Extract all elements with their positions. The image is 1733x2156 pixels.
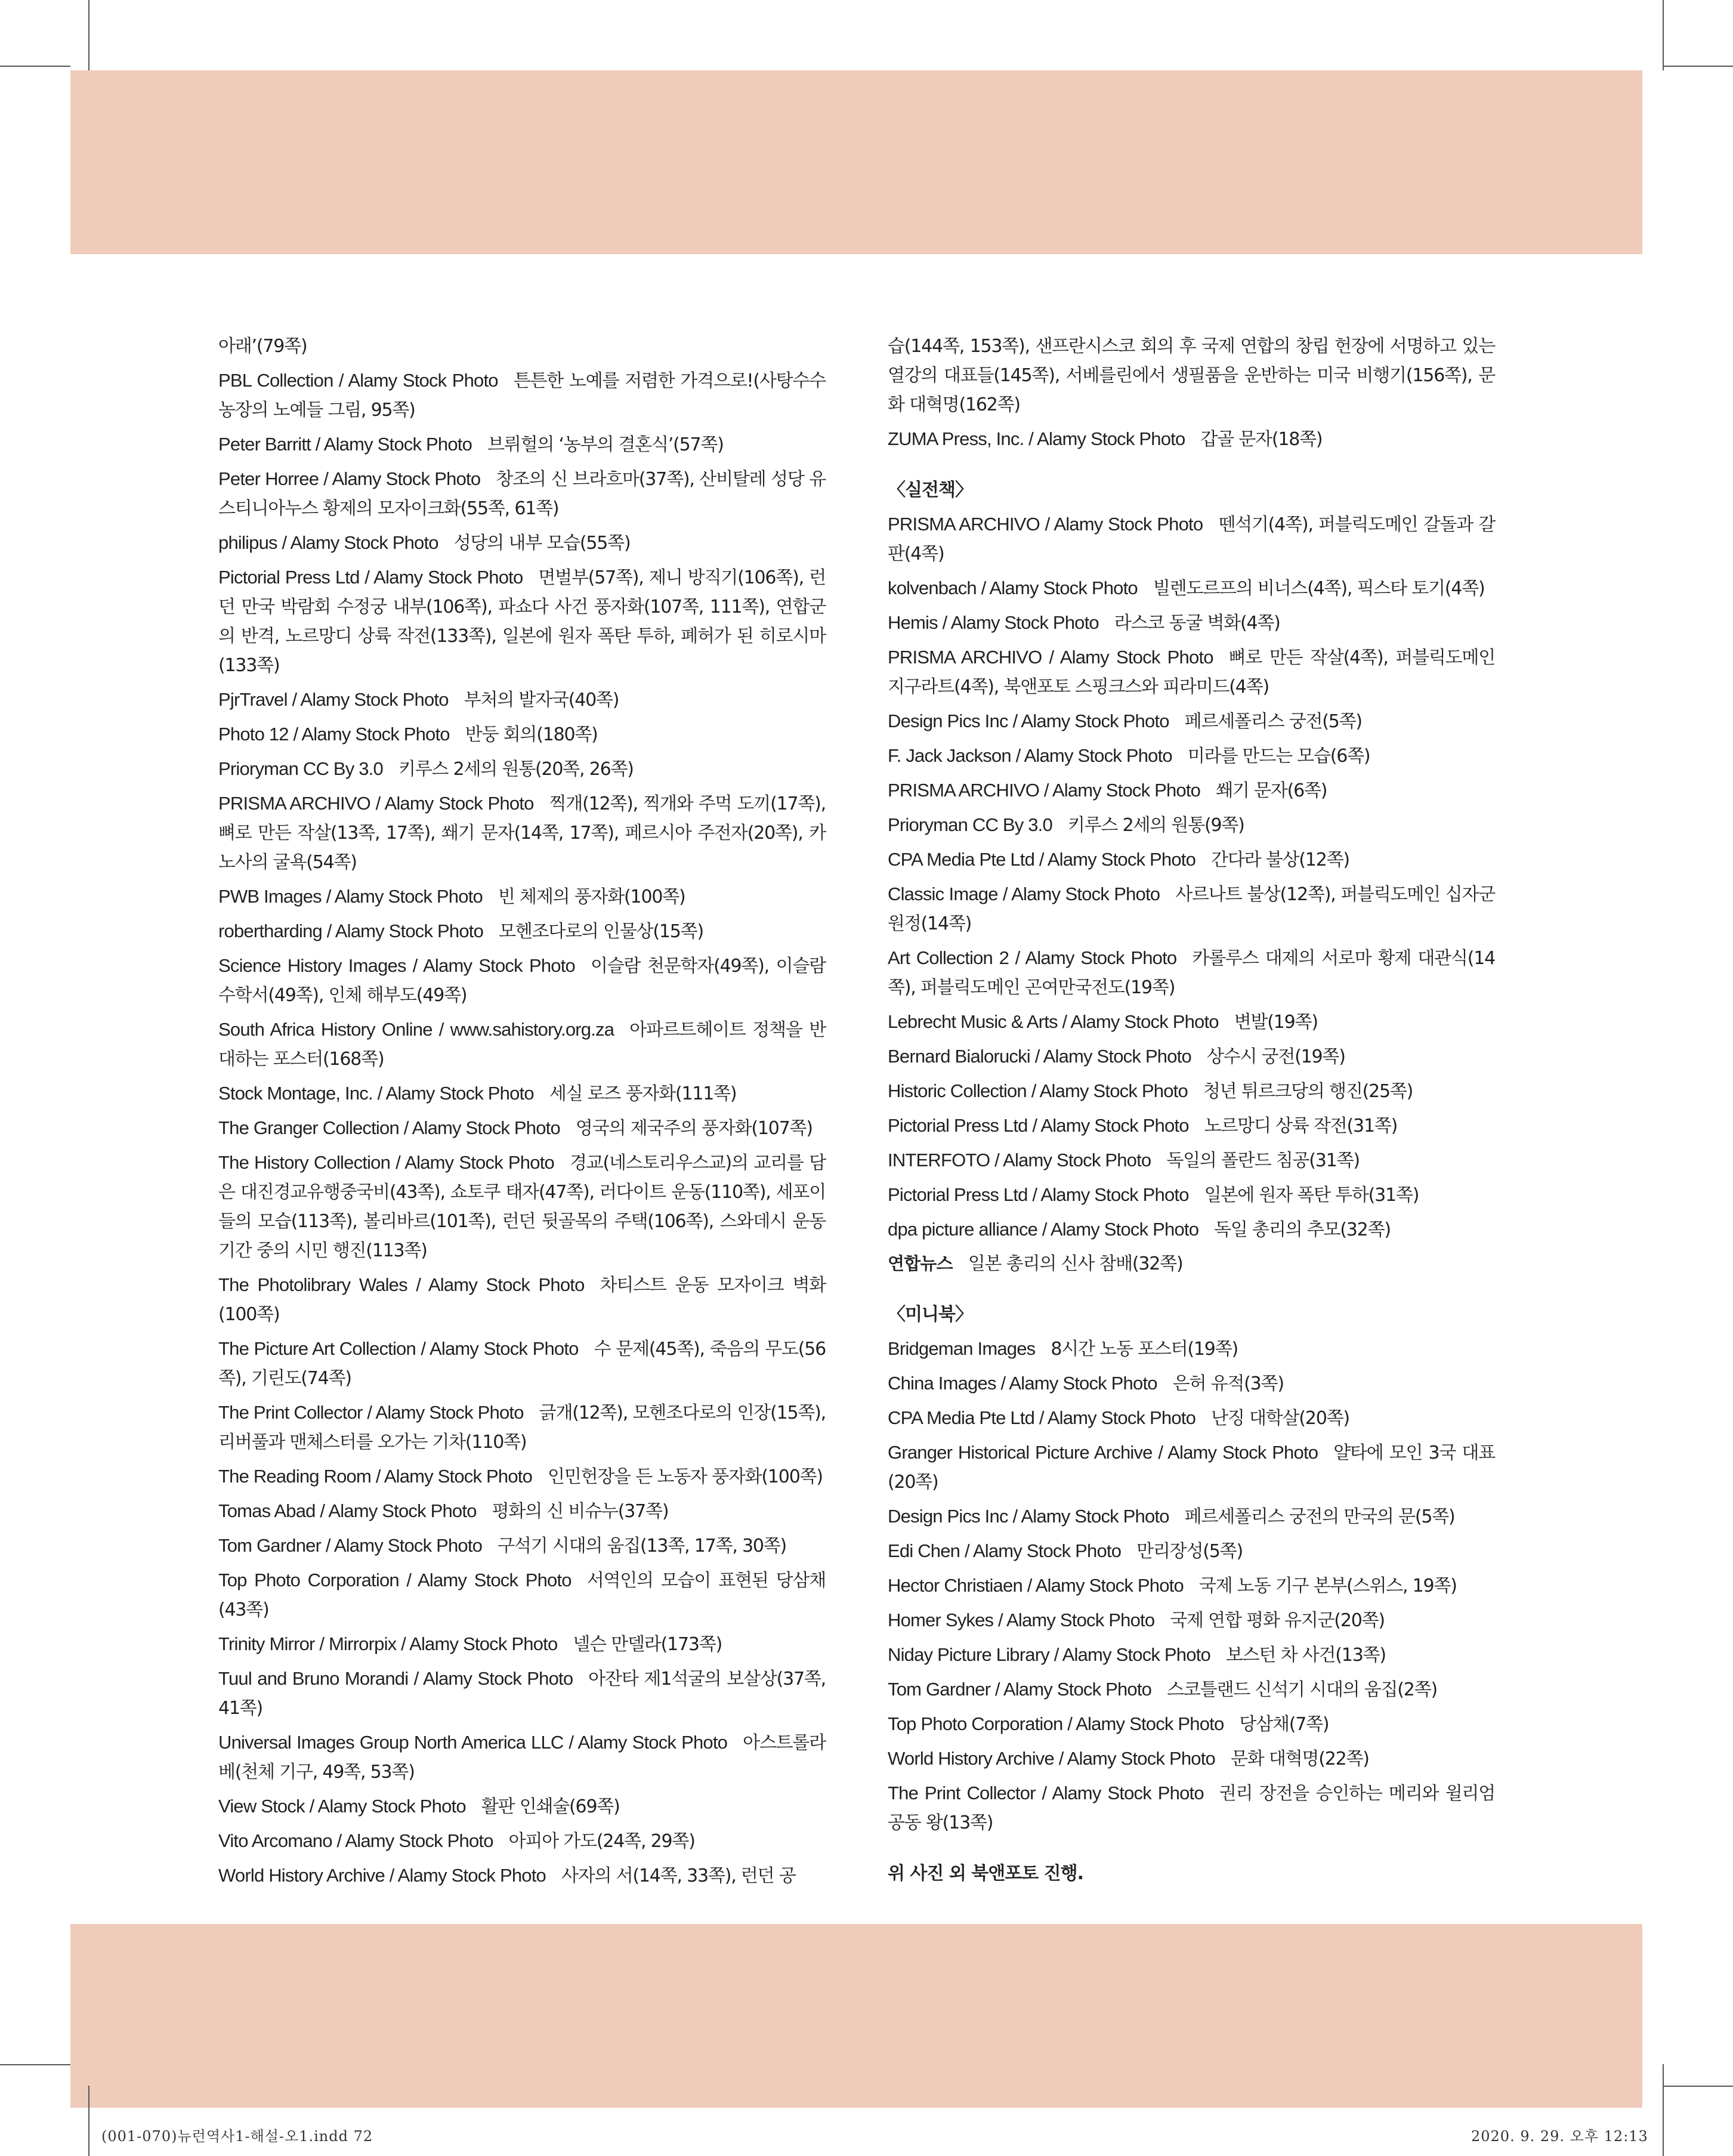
credit-entry: [218, 1861, 826, 1891]
credit-description: 뼈로 만든 작살(4쪽), 퍼블릭도메인 지구라트(4쪽), 북앤포토 스핑크스와 피라미드(4쪽): [888, 647, 1495, 697]
credit-entry: [218, 366, 826, 425]
credit-source: Universal Images Group North America LLC / Alamy Stock Photo: [218, 1732, 728, 1753]
credit-description: 찍개(12쪽), 찍개와 주먹 도끼(17쪽), 뼈로 만든 작살(13쪽, 17쪽), 쐐기 문자(14쪽, 17쪽), 페르시아 주전자(20쪽), 카노사의 굴욕(54쪽): [218, 793, 826, 873]
credit-entry: [888, 509, 1495, 569]
credit-source: Tuul and Bruno Morandi / Alamy Stock Photo: [218, 1668, 573, 1689]
credit-source: Science History Images / Alamy Stock Photo: [218, 955, 575, 976]
credit-description: 구석기 시대의 움집(13쪽, 17쪽, 30쪽): [498, 1536, 787, 1556]
credit-description: 일본에 원자 폭탄 투하(31쪽): [1204, 1185, 1419, 1206]
credit-description: 페르세폴리스 궁전(5쪽): [1184, 711, 1362, 732]
credit-source: The Print Collector / Alamy Stock Photo: [888, 1783, 1204, 1803]
credit-description: 간다라 불상(12쪽): [1211, 850, 1349, 870]
practice-credit-list: [888, 509, 1495, 1278]
credit-description: 튼튼한 노예를 저렴한 가격으로!(사탕수수 농장의 노예들 그림, 95쪽): [218, 370, 826, 421]
credit-source: Tom Gardner / Alamy Stock Photo: [218, 1535, 483, 1556]
credit-entry: [218, 1148, 826, 1265]
credit-source: PRISMA ARCHIVO / Alamy Stock Photo: [888, 780, 1201, 801]
credit-description: 빈 체제의 풍자화(100쪽): [498, 887, 685, 907]
credit-source: Vito Arcomano / Alamy Stock Photo: [218, 1830, 493, 1851]
credit-entry: [218, 1791, 826, 1821]
credit-source: Lebrecht Music & Arts / Alamy Stock Photo: [888, 1011, 1219, 1032]
credit-description: 영국의 제국주의 풍자화(107쪽): [575, 1118, 813, 1139]
credit-description: 만리장성(5쪽): [1136, 1541, 1243, 1562]
credit-source: Pictorial Press Ltd / Alamy Stock Photo: [888, 1115, 1189, 1136]
credit-entry: [218, 882, 826, 912]
section-heading-practice: 〈실전책〉: [888, 480, 972, 501]
credit-entry: [888, 1709, 1495, 1739]
credit-source: Design Pics Inc / Alamy Stock Photo: [888, 711, 1169, 731]
credit-entry: [888, 776, 1495, 805]
credit-description: 얄타에 모인 3국 대표(20쪽): [888, 1443, 1495, 1493]
credit-description: 이슬람 천문학자(49쪽), 이슬람 수학서(49쪽), 인체 해부도(49쪽): [218, 956, 826, 1006]
credit-entry: [888, 943, 1495, 1002]
credit-source: Hector Christiaen / Alamy Stock Photo: [888, 1575, 1184, 1596]
credit-source: Pictorial Press Ltd / Alamy Stock Photo: [888, 1184, 1189, 1205]
credit-source: Tomas Abad / Alamy Stock Photo: [218, 1500, 477, 1521]
credit-description: 인민헌장을 든 노동자 풍자화(100쪽): [548, 1466, 823, 1487]
credit-source: Bernard Bialorucki / Alamy Stock Photo: [888, 1046, 1191, 1067]
credit-description: 활판 인쇄술(69쪽): [481, 1796, 620, 1817]
credit-description: 서역인의 모습이 표현된 당삼채(43쪽): [218, 1570, 826, 1620]
credit-source: The Print Collector / Alamy Stock Photo: [218, 1402, 524, 1423]
credit-source: Prioryman CC By 3.0: [888, 814, 1052, 835]
credit-entry: [888, 1076, 1495, 1106]
credit-description: 세실 로즈 풍자화(111쪽): [549, 1083, 737, 1104]
credit-entry: [888, 1605, 1495, 1635]
credit-description: 키루스 2세의 원통(20쪽, 26쪽): [398, 759, 634, 780]
credit-entry: [888, 1640, 1495, 1670]
credit-entry: [888, 1042, 1495, 1071]
credit-entry: [218, 1728, 826, 1787]
credit-description: 창조의 신 브라흐마(37쪽), 산비탈레 성당 유스티니아누스 황제의 모자이크화(55쪽, 61쪽): [218, 469, 826, 519]
credit-entry: [888, 1334, 1495, 1364]
credit-description: 8시간 노동 포스터(19쪽): [1051, 1339, 1238, 1360]
credit-source: View Stock / Alamy Stock Photo: [218, 1796, 466, 1817]
credit-source: The Photolibrary Wales / Alamy Stock Photo: [218, 1274, 585, 1295]
credit-source: robertharding / Alamy Stock Photo: [218, 921, 484, 941]
credit-source: Prioryman CC By 3.0: [218, 758, 383, 779]
credit-entry: [888, 1438, 1495, 1497]
credit-description: 아파르트헤이트 정책을 반대하는 포스터(168쪽): [218, 1020, 826, 1070]
credit-source: Classic Image / Alamy Stock Photo: [888, 884, 1160, 904]
credit-entry: [888, 879, 1495, 938]
credit-source: Trinity Mirror / Mirrorpix / Alamy Stock Photo: [218, 1633, 558, 1654]
right-column: [888, 332, 1495, 1888]
credit-entry: [218, 1629, 826, 1659]
credit-description: 은허 유적(3쪽): [1172, 1373, 1284, 1394]
credit-entry: [888, 1403, 1495, 1433]
credit-entry: [888, 1571, 1495, 1601]
credit-entry: [218, 719, 826, 749]
credit-source: South Africa History Online / www.sahistory.org.za: [218, 1019, 614, 1040]
credit-source: The History Collection / Alamy Stock Photo: [218, 1152, 554, 1173]
credit-description: 문화 대혁명(22쪽): [1230, 1749, 1369, 1769]
credit-source: Top Photo Corporation / Alamy Stock Photo: [218, 1570, 572, 1590]
credit-entry: [218, 754, 826, 784]
credit-source: PRISMA ARCHIVO / Alamy Stock Photo: [888, 514, 1203, 535]
credit-description: 넬슨 만델라(173쪽): [573, 1634, 722, 1655]
credit-description: 사자의 서(14쪽, 33쪽), 런던 공: [561, 1865, 796, 1886]
credit-entry: [218, 916, 826, 946]
credit-description: 상수시 궁전(19쪽): [1206, 1046, 1345, 1067]
credit-description: 스코틀랜드 신석기 시대의 움집(2쪽): [1167, 1679, 1437, 1700]
credit-description: 아래’(79쪽): [218, 336, 307, 357]
credit-source: PRISMA ARCHIVO / Alamy Stock Photo: [218, 793, 534, 814]
credit-description: 부처의 발자국(40쪽): [464, 690, 619, 711]
credit-source: Granger Historical Picture Archive / Alamy Stock Photo: [888, 1442, 1318, 1463]
credit-description: 수 문제(45쪽), 죽음의 무도(56쪽), 기린도(74쪽): [218, 1339, 826, 1389]
credit-source: Photo 12 / Alamy Stock Photo: [218, 724, 450, 745]
credit-description: 경교(네스토리우스교)의 교리를 담은 대진경교유행중국비(43쪽), 쇼토쿠 태자(47쪽), 러다이트 운동(110쪽), 세포이들의 모습(113쪽), 볼리바르(101쪽), 런던 뒷골목의 주택(106쪽), 스와데시 운동 기간 중의 시민 행진(113쪽): [218, 1153, 826, 1261]
credit-source: World History Archive / Alamy Stock Photo: [888, 1748, 1215, 1769]
credit-entry: [888, 643, 1495, 702]
credit-description: 국제 노동 기구 본부(스위스, 19쪽): [1198, 1576, 1457, 1596]
credit-description: 일본 총리의 신사 참배(32쪽): [968, 1253, 1183, 1274]
credit-source: Stock Montage, Inc. / Alamy Stock Photo: [218, 1083, 534, 1104]
credit-source: Niday Picture Library / Alamy Stock Photo: [888, 1644, 1210, 1665]
credit-description: 반둥 회의(180쪽): [465, 724, 598, 745]
credit-entry: [218, 1496, 826, 1526]
credit-source: Design Pics Inc / Alamy Stock Photo: [888, 1506, 1169, 1527]
credit-entry: [218, 1826, 826, 1856]
left-column: [218, 332, 826, 1895]
credit-description: 습(144쪽, 153쪽), 샌프란시스코 회의 후 국제 연합의 창립 헌장에 서명하고 있는 열강의 대표들(145쪽), 서베를린에서 생필품을 운반하는 미국 비행기(156쪽), 문화 대혁명(162쪽): [888, 336, 1495, 415]
credit-description: 차티스트 운동 모자이크 벽화(100쪽): [218, 1275, 826, 1325]
credit-description: 독일의 폴란드 침공(31쪽): [1166, 1150, 1360, 1171]
credit-description: 페르세폴리스 궁전의 만국의 문(5쪽): [1184, 1506, 1455, 1527]
credit-entry: [888, 424, 1495, 454]
credit-description: 사르나트 불상(12쪽), 퍼블릭도메인 십자군 원정(14쪽): [888, 884, 1495, 934]
credit-entry: [888, 1744, 1495, 1774]
credit-description: 아피아 가도(24쪽, 29쪽): [508, 1831, 695, 1852]
credit-entry: [218, 332, 826, 361]
credit-entry: [218, 1334, 826, 1393]
credit-description: 아잔타 제1석굴의 보살상(37쪽, 41쪽): [218, 1669, 826, 1719]
credit-source: China Images / Alamy Stock Photo: [888, 1373, 1157, 1394]
credit-source: philipus / Alamy Stock Photo: [218, 532, 438, 553]
credit-entry: [888, 1145, 1495, 1175]
credit-entry: [888, 810, 1495, 840]
credit-source: Tom Gardner / Alamy Stock Photo: [888, 1679, 1152, 1700]
credit-description: 보스턴 차 사건(13쪽): [1225, 1645, 1386, 1666]
credit-source: F. Jack Jackson / Alamy Stock Photo: [888, 745, 1172, 766]
credit-description: 노르망디 상륙 작전(31쪽): [1204, 1116, 1398, 1136]
credit-source: PBL Collection / Alamy Stock Photo: [218, 370, 498, 391]
credit-description: 라스코 동굴 벽화(4쪽): [1114, 613, 1280, 634]
credit-description: 권리 장전을 승인하는 메리와 윌리엄 공동 왕(13쪽): [888, 1783, 1495, 1833]
credit-source: dpa picture alliance / Alamy Stock Photo: [888, 1219, 1199, 1240]
credit-description: 변발(19쪽): [1234, 1012, 1318, 1033]
credit-entry: [218, 1664, 826, 1723]
credit-entry: [218, 1531, 826, 1561]
credit-source: Peter Horree / Alamy Stock Photo: [218, 468, 481, 489]
mini-credit-list: [888, 1334, 1495, 1837]
credit-entry: [218, 563, 826, 680]
credit-entry: [218, 685, 826, 715]
credit-entry: [888, 706, 1495, 736]
credit-entry: [218, 430, 826, 459]
credit-entry: [888, 608, 1495, 638]
footer-band: [70, 1924, 1642, 2108]
credit-description: 평화의 신 비슈누(37쪽): [492, 1501, 669, 1522]
credit-source: World History Archive / Alamy Stock Photo: [218, 1865, 546, 1886]
credit-entry: [218, 528, 826, 558]
credit-source: Historic Collection / Alamy Stock Photo: [888, 1080, 1188, 1101]
credit-source: ZUMA Press, Inc. / Alamy Stock Photo: [888, 428, 1185, 449]
credit-source: Pictorial Press Ltd / Alamy Stock Photo: [218, 567, 523, 588]
credit-description: 미라를 만드는 모습(6쪽): [1187, 746, 1370, 767]
credit-entry: [888, 1369, 1495, 1398]
credit-source: Homer Sykes / Alamy Stock Photo: [888, 1610, 1155, 1630]
credit-source: INTERFOTO / Alamy Stock Photo: [888, 1150, 1151, 1170]
credit-description: 난징 대학살(20쪽): [1211, 1408, 1349, 1429]
credit-entry: [218, 1113, 826, 1143]
credit-description: 쐐기 문자(6쪽): [1216, 780, 1327, 801]
credit-source: PRISMA ARCHIVO / Alamy Stock Photo: [888, 647, 1213, 668]
footnote: 위 사진 외 북앤포토 진행.: [888, 1863, 1083, 1884]
slug-filename: (001-070)뉴런역사1-해설-오1.indd 72: [101, 2128, 373, 2145]
credit-entry: [888, 1215, 1495, 1244]
credit-description: 긁개(12쪽), 모헨조다로의 인장(15쪽), 리버풀과 맨체스터를 오가는 기차(110쪽): [218, 1403, 826, 1453]
credit-source: Top Photo Corporation / Alamy Stock Photo: [888, 1713, 1224, 1734]
credit-entry: [888, 1111, 1495, 1141]
credit-entry: [218, 1565, 826, 1624]
credit-entry: [888, 741, 1495, 771]
credit-source: 연합뉴스: [888, 1253, 953, 1274]
credit-source: The Picture Art Collection / Alamy Stock Photo: [218, 1338, 579, 1359]
credit-description: 독일 총리의 추모(32쪽): [1214, 1219, 1391, 1240]
credit-entry: [888, 1675, 1495, 1704]
credit-description: 청년 튀르크당의 행진(25쪽): [1203, 1081, 1413, 1102]
credit-source: Edi Chen / Alamy Stock Photo: [888, 1540, 1122, 1561]
credit-entry: [218, 1015, 826, 1074]
credit-entry: [888, 845, 1495, 875]
credit-description: 아스트롤라베(천체 기구, 49쪽, 53쪽): [218, 1732, 826, 1783]
credit-description: 성당의 내부 모습(55쪽): [453, 533, 631, 554]
credit-source: Bridgeman Images: [888, 1338, 1036, 1359]
slug-datetime: 2020. 9. 29. 오후 12:13: [1471, 2128, 1648, 2145]
credit-description: 국제 연합 평화 유지군(20쪽): [1170, 1610, 1385, 1631]
credit-entry: [888, 1249, 1495, 1278]
credit-source: The Reading Room / Alamy Stock Photo: [218, 1466, 533, 1487]
credit-entry: [218, 951, 826, 1010]
credit-source: Art Collection 2 / Alamy Stock Photo: [888, 947, 1177, 968]
credit-source: kolvenbach / Alamy Stock Photo: [888, 577, 1138, 598]
credit-entry: [218, 789, 826, 877]
credit-entry: [218, 1270, 826, 1329]
credit-source: CPA Media Pte Ltd / Alamy Stock Photo: [888, 1407, 1196, 1428]
credit-description: 면벌부(57쪽), 제니 방직기(106쪽), 런던 만국 박람회 수정궁 내부(106쪽), 파쇼다 사건 풍자화(107쪽, 111쪽), 연합군의 반격, 노르망디 상륙 작전(133쪽), 일본에 원자 폭탄 투하, 폐허가 된 히로시마(133쪽): [218, 567, 826, 676]
credit-source: The Granger Collection / Alamy Stock Photo: [218, 1117, 560, 1138]
credit-source: Peter Barritt / Alamy Stock Photo: [218, 434, 472, 455]
credit-description: 키루스 2세의 원통(9쪽): [1067, 815, 1244, 836]
credit-entry: [218, 1398, 826, 1457]
credit-entry: [888, 1502, 1495, 1531]
credit-entry: [218, 464, 826, 523]
credit-description: 뗀석기(4쪽), 퍼블릭도메인 갈돌과 갈판(4쪽): [888, 514, 1495, 564]
credit-entry: [888, 1536, 1495, 1566]
credit-source: CPA Media Pte Ltd / Alamy Stock Photo: [888, 849, 1196, 870]
credit-description: 빌렌도르프의 비너스(4쪽), 픽스타 토기(4쪽): [1153, 578, 1485, 599]
credit-entry: [218, 1079, 826, 1108]
credit-entry: [888, 1180, 1495, 1210]
credit-description: 브뤼헐의 ‘농부의 결혼식’(57쪽): [487, 434, 724, 455]
credit-source: PjrTravel / Alamy Stock Photo: [218, 689, 449, 710]
section-heading-mini: 〈미니북〉: [888, 1304, 972, 1325]
credit-description: 당삼채(7쪽): [1239, 1714, 1329, 1735]
credit-entry: [888, 1007, 1495, 1037]
credit-entry: [888, 1778, 1495, 1837]
credit-description: 카롤루스 대제의 서로마 황제 대관식(14쪽), 퍼블릭도메인 곤여만국전도(19쪽): [888, 948, 1495, 998]
header-band: [70, 70, 1642, 254]
credit-description: 모헨조다로의 인물상(15쪽): [499, 921, 703, 942]
credit-entry: [888, 332, 1495, 419]
credit-source: PWB Images / Alamy Stock Photo: [218, 886, 483, 907]
credit-description: 갑골 문자(18쪽): [1200, 429, 1323, 450]
right-top-entries: [888, 332, 1495, 454]
credit-entry: [888, 573, 1495, 603]
credit-entry: [218, 1462, 826, 1491]
credit-source: Hemis / Alamy Stock Photo: [888, 612, 1099, 633]
